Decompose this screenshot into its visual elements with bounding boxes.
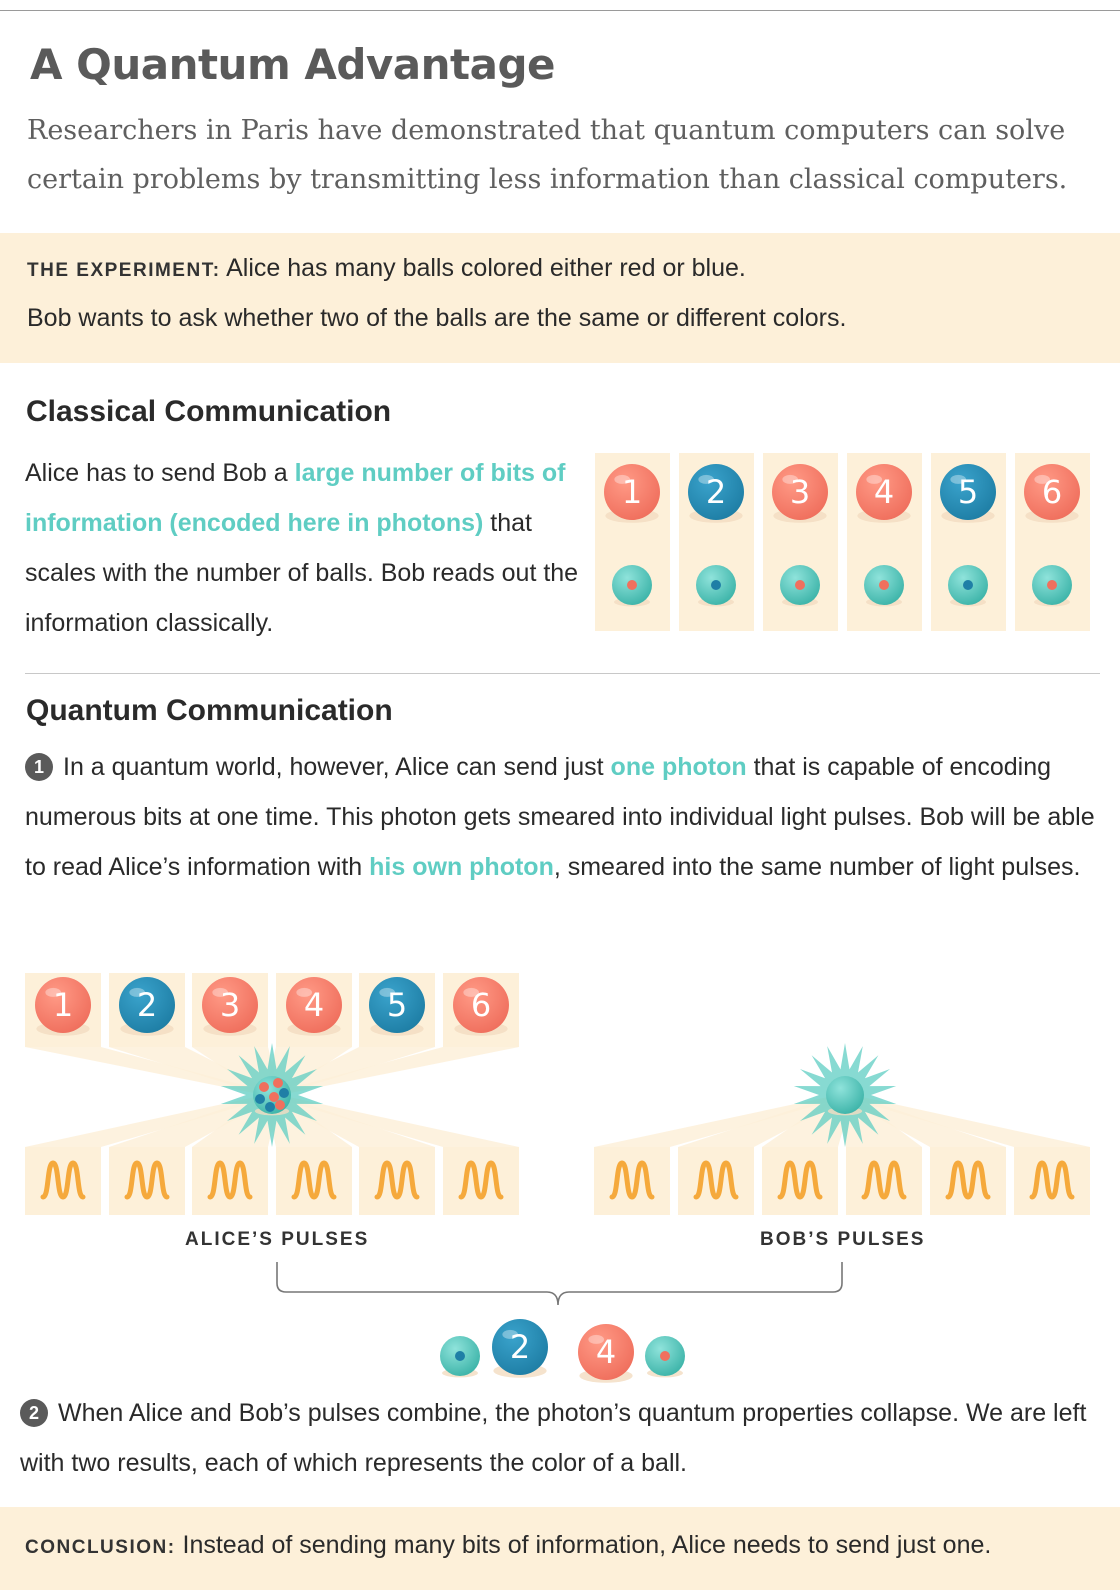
quantum-title: Quantum Communication (26, 694, 393, 727)
step-1-text-c: , smeared into the same number of light pulses. (553, 853, 1081, 881)
classical-photon-5-dot (963, 580, 973, 590)
classical-ball-1 (604, 464, 660, 523)
experiment-label: THE EXPERIMENT: (27, 260, 221, 281)
classical-photon-4-dot (879, 580, 889, 590)
bob-pulse-panel-3 (762, 1147, 838, 1215)
conclusion-label: CONCLUSION: (25, 1537, 176, 1558)
bob-pulses-label: BOB’S PULSES (760, 1229, 926, 1250)
alice-ball-1-label: 1 (52, 986, 74, 1024)
classical-ball-5-label: 5 (957, 473, 979, 511)
classical-photon-3 (780, 565, 820, 606)
classical-photon-4 (864, 565, 904, 606)
alice-ball-3 (202, 977, 258, 1036)
quantum-step-2 (20, 1388, 1110, 1488)
alice-photon-dot-7 (275, 1100, 285, 1110)
experiment-text-1: Alice has many balls colored either red or blue. (226, 254, 746, 282)
classical-ball-3-label: 3 (789, 473, 811, 511)
result-photon-right-dot (660, 1351, 670, 1361)
classical-ball-3 (772, 464, 828, 523)
classical-text-b: that scales with the number of balls. Bob reads out the information classically. (25, 509, 579, 637)
classical-highlight: large number of bits of information (encoded here in photons) (25, 459, 566, 537)
classical-photon-6 (1032, 565, 1072, 606)
result-photon-left (440, 1336, 480, 1377)
classical-ball-1-label: 1 (621, 473, 643, 511)
experiment-line-2: Bob wants to ask whether two of the balls are the same or different colors. (27, 304, 847, 332)
classical-ball-6-label: 6 (1041, 473, 1063, 511)
alice-ball-4 (286, 977, 342, 1036)
alice-ball-1 (35, 977, 91, 1036)
alice-pulse-panel-4 (276, 1147, 352, 1215)
result-photon-left-dot (455, 1351, 465, 1361)
page-subtitle: Researchers in Paris have demonstrated that quantum computers can solve certain problems by transmitting less information than classical computers. (27, 115, 1068, 195)
bob-pulse-panel-6 (1014, 1147, 1090, 1215)
alice-pulse-panel-5 (359, 1147, 435, 1215)
classical-title: Classical Communication (26, 395, 392, 428)
alice-photon-dot-5 (279, 1088, 289, 1098)
classical-text-a: Alice has to send Bob a (25, 459, 295, 487)
classical-ball-4 (856, 464, 912, 523)
step-1-text-b: that is capable of encoding numerous bits at one time. This photon gets smeared into individual light pulses. Bob will be able to read Alice’s information with (25, 753, 1095, 881)
bob-pulse-panel-1 (594, 1147, 670, 1215)
alice-ball-3-label: 3 (219, 986, 241, 1024)
classical-ball-6 (1024, 464, 1080, 523)
step-1-highlight-one-photon: one photon (610, 753, 747, 781)
classical-ball-4-label: 4 (873, 473, 895, 511)
alice-ball-6-label: 6 (470, 986, 492, 1024)
alice-ball-4-label: 4 (303, 986, 325, 1024)
step-1-highlight-his-photon: his own photon (369, 853, 554, 881)
alice-ball-5-label: 5 (386, 986, 408, 1024)
alice-photon-dot-6 (265, 1102, 275, 1112)
classical-ball-2 (688, 464, 744, 523)
result-ball-4 (578, 1324, 634, 1383)
combine-bracket (277, 1262, 842, 1305)
alice-photon-dot-2 (273, 1078, 283, 1088)
classical-photon-2-dot (711, 580, 721, 590)
bob-photon-sphere (826, 1076, 864, 1114)
alice-pulses-label: ALICE’S PULSES (185, 1229, 370, 1250)
alice-photon-dot-3 (255, 1094, 265, 1104)
page-title: A Quantum Advantage (30, 40, 555, 89)
step-1-badge: 1 (25, 753, 53, 781)
alice-ball-6 (453, 977, 509, 1036)
classical-ball-2-label: 2 (705, 473, 727, 511)
alice-pulse-panel-6 (443, 1147, 519, 1215)
alice-pulse-panel-1 (25, 1147, 101, 1215)
bob-pulse-panel-5 (930, 1147, 1006, 1215)
bob-pulse-panel-2 (678, 1147, 754, 1215)
classical-photon-1-dot (627, 580, 637, 590)
alice-ball-2 (119, 977, 175, 1036)
step-1-text-a: In a quantum world, however, Alice can send just (63, 753, 611, 781)
alice-photon-dot-1 (259, 1082, 269, 1092)
alice-ball-5 (369, 977, 425, 1036)
result-ball-2-label: 2 (509, 1328, 531, 1366)
classical-ball-5 (940, 464, 996, 523)
conclusion-line (25, 1531, 991, 1560)
step-2-text: When Alice and Bob’s pulses combine, the photon’s quantum properties collapse. We are left with two results, each of which represents the color of a ball. (20, 1399, 1087, 1477)
result-ball-2 (492, 1319, 548, 1378)
result-ball-4-label: 4 (595, 1333, 617, 1371)
classical-photon-3-dot (795, 580, 805, 590)
bob-photon (826, 1076, 864, 1115)
classical-photon-2 (696, 565, 736, 606)
result-photon-right (645, 1336, 685, 1377)
alice-photon-dot-4 (269, 1092, 279, 1102)
alice-pulse-panel-2 (109, 1147, 185, 1215)
bob-pulse-panel-4 (846, 1147, 922, 1215)
step-2-badge: 2 (20, 1399, 48, 1427)
alice-pulse-panel-3 (192, 1147, 268, 1215)
classical-photon-6-dot (1047, 580, 1057, 590)
alice-ball-2-label: 2 (136, 986, 158, 1024)
classical-photon-5 (948, 565, 988, 606)
classical-photon-1 (612, 565, 652, 606)
conclusion-text: Instead of sending many bits of information, Alice needs to send just one. (175, 1531, 992, 1559)
